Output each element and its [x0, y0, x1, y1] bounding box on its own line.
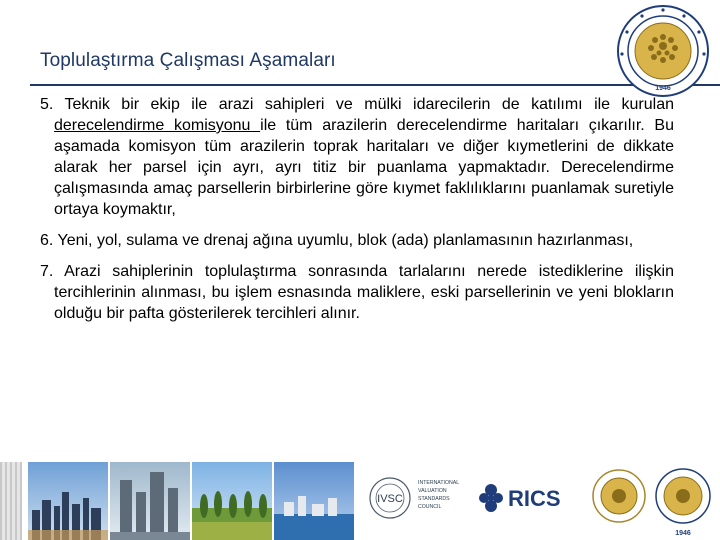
svg-text:RICS: RICS — [508, 486, 561, 511]
svg-text:1946: 1946 — [675, 530, 691, 537]
item5-text-before: 5. Teknik bir ekip ile arazi sahipleri ve mülki idarecilerin de katılımı ile kurulan — [40, 96, 674, 113]
footer-seal-1-icon — [593, 470, 645, 522]
rics-logo — [479, 484, 561, 512]
svg-text:IVSC: IVSC — [377, 493, 403, 505]
item5-text-after: ile tüm arazilerin derecelendirme haritaları çıkarılır. Bu aşamada komisyon tüm arazilerin toprak haritaları ve diğer kıymetlerini de dikkate alarak her parsel için ayrı, ayrı titiz bir puanlama yapmaktadır. Derecelendirme çalışmasında amaç parsellerin birbirlerine göre kıymet faklılıklarını puanlamak suretiyle ortaya koymaktır, — [54, 117, 674, 218]
footer-logos — [358, 462, 720, 540]
list-item-7: 7. Arazi sahiplerinin toplulaştırma sonrasında tarlalarını nerede istediklerine ilişkin tercihlerinin alınması, bu işlem esnasında maliklere, eski parsellerinin ve yeni blokların olduğu bir pafta gösterilerek tercihleri alınır. — [40, 263, 674, 322]
footer-photo-strip — [28, 462, 354, 540]
list-item-5 — [40, 94, 674, 220]
svg-text:COUNCIL: COUNCIL — [418, 504, 442, 510]
svg-text:STANDARDS: STANDARDS — [418, 496, 450, 502]
footer-accent-bar — [0, 462, 22, 540]
ivsc-logo — [370, 478, 459, 518]
list-item-6: 6. Yeni, yol, sulama ve drenaj ağına uyumlu, blok (ada) planlamasının hazırlanması, — [40, 232, 634, 249]
slide-title: Toplulaştırma Çalışması Aşamaları — [40, 50, 336, 71]
svg-text:VALUATION: VALUATION — [418, 488, 447, 494]
content-body — [40, 94, 674, 334]
item5-text-underlined: derecelendirme komisyonu — [54, 117, 261, 134]
university-seal-icon — [616, 4, 710, 98]
footer-seal-2-icon — [656, 469, 710, 537]
svg-text:1946: 1946 — [655, 85, 671, 92]
svg-text:INTERNATIONAL: INTERNATIONAL — [418, 480, 460, 486]
